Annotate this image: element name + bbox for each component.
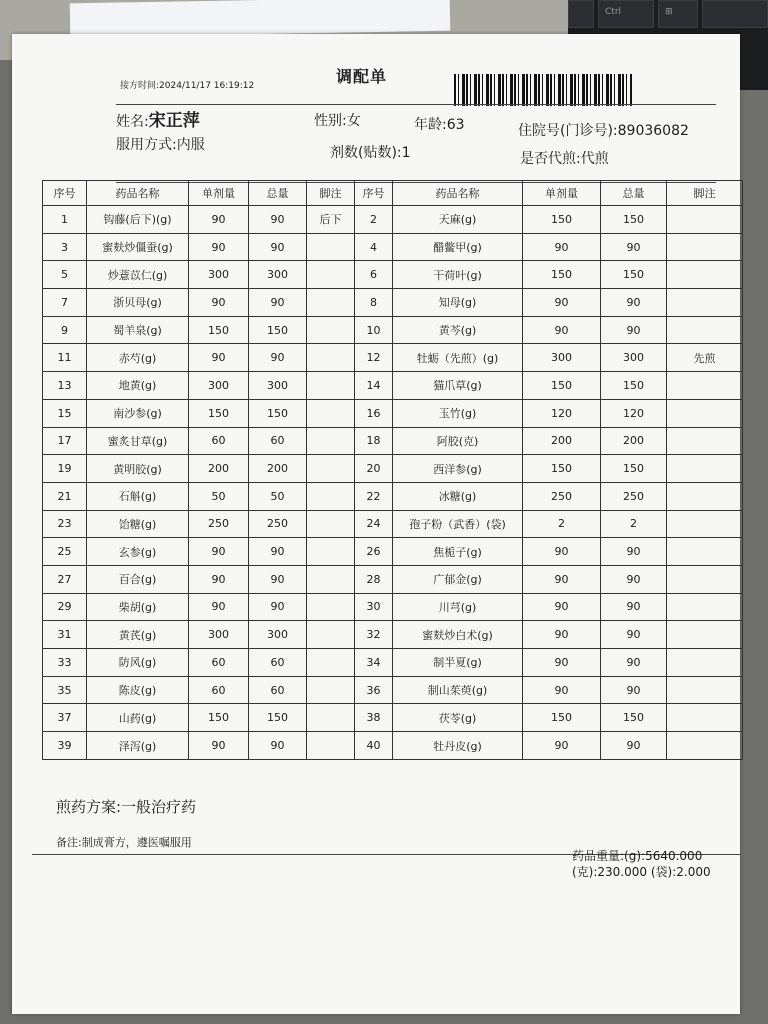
index-cell: 31 <box>43 621 87 649</box>
index-cell: 26 <box>355 538 393 566</box>
drug-name-cell: 饴糖(g) <box>87 510 189 538</box>
single-dose-cell: 60 <box>189 649 249 677</box>
total-amount-cell: 60 <box>249 649 307 677</box>
drug-name-cell: 知母(g) <box>393 289 523 317</box>
index-cell: 34 <box>355 649 393 677</box>
total-amount-cell: 90 <box>249 206 307 234</box>
index-cell: 36 <box>355 676 393 704</box>
index-cell: 3 <box>43 233 87 261</box>
index-cell: 20 <box>355 455 393 483</box>
footnote-cell <box>307 732 355 760</box>
single-dose-cell: 90 <box>189 344 249 372</box>
single-dose-cell: 90 <box>523 593 601 621</box>
index-cell: 27 <box>43 565 87 593</box>
col-header: 脚注 <box>667 181 743 206</box>
total-amount-cell: 250 <box>601 482 667 510</box>
footnote-cell <box>307 704 355 732</box>
single-dose-cell: 90 <box>523 732 601 760</box>
single-dose-cell: 200 <box>523 427 601 455</box>
table-row <box>43 206 743 234</box>
footnote-cell <box>667 510 743 538</box>
footnote-cell <box>307 510 355 538</box>
single-dose-cell: 250 <box>523 482 601 510</box>
total-amount-cell: 90 <box>601 649 667 677</box>
index-cell: 15 <box>43 399 87 427</box>
footnote-cell <box>667 704 743 732</box>
total-amount-cell: 300 <box>249 621 307 649</box>
index-cell: 29 <box>43 593 87 621</box>
table-header-row <box>43 181 743 206</box>
patient-name-label: 姓名: <box>116 114 149 130</box>
single-dose-cell: 150 <box>189 316 249 344</box>
footnote-cell <box>307 344 355 372</box>
total-amount-cell: 90 <box>601 593 667 621</box>
footnote-cell <box>307 676 355 704</box>
col-header: 脚注 <box>307 181 355 206</box>
table-row <box>43 732 743 760</box>
single-dose-cell: 60 <box>189 427 249 455</box>
single-dose-cell: 90 <box>523 621 601 649</box>
footnote-cell <box>667 206 743 234</box>
prescription-sheet <box>12 34 740 1014</box>
single-dose-cell: 90 <box>189 233 249 261</box>
footnote-cell <box>307 649 355 677</box>
drug-name-cell: 黄芩(g) <box>393 316 523 344</box>
barcode <box>454 74 632 106</box>
drug-name-cell: 百合(g) <box>87 565 189 593</box>
footnote-cell <box>667 565 743 593</box>
index-cell: 13 <box>43 372 87 400</box>
index-cell: 10 <box>355 316 393 344</box>
footnote-cell <box>307 593 355 621</box>
footnote-cell <box>307 455 355 483</box>
footnote-cell <box>307 316 355 344</box>
total-amount-cell: 90 <box>601 289 667 317</box>
index-cell: 39 <box>43 732 87 760</box>
single-dose-cell: 300 <box>189 261 249 289</box>
dose-count: 剂数(贴数):1 <box>330 145 411 161</box>
total-amount-cell: 90 <box>601 233 667 261</box>
total-amount-cell: 60 <box>249 427 307 455</box>
hospital-number: 住院号(门诊号):89036082 <box>518 123 689 139</box>
total-amount-cell: 200 <box>249 455 307 483</box>
drug-name-cell: 玉竹(g) <box>393 399 523 427</box>
index-cell: 9 <box>43 316 87 344</box>
single-dose-cell: 90 <box>523 538 601 566</box>
index-cell: 24 <box>355 510 393 538</box>
index-cell: 28 <box>355 565 393 593</box>
total-amount-cell: 60 <box>249 676 307 704</box>
col-header: 单剂量 <box>189 181 249 206</box>
col-header: 总量 <box>601 181 667 206</box>
patient-gender: 性别:女 <box>314 113 361 129</box>
drug-name-cell: 钩藤(后下)(g) <box>87 206 189 234</box>
drug-name-cell: 冰糖(g) <box>393 482 523 510</box>
table-row <box>43 455 743 483</box>
index-cell: 12 <box>355 344 393 372</box>
total-amount-cell: 90 <box>601 538 667 566</box>
drug-name-cell: 西洋参(g) <box>393 455 523 483</box>
drug-name-cell: 广郁金(g) <box>393 565 523 593</box>
footnote-cell: 先煎 <box>667 344 743 372</box>
footnote-cell <box>667 427 743 455</box>
single-dose-cell: 150 <box>523 261 601 289</box>
total-amount-cell: 90 <box>249 538 307 566</box>
total-amount-cell: 90 <box>601 565 667 593</box>
drug-name-cell: 南沙参(g) <box>87 399 189 427</box>
footnote-cell <box>667 538 743 566</box>
col-header: 序号 <box>43 181 87 206</box>
drug-name-cell: 天麻(g) <box>393 206 523 234</box>
index-cell: 4 <box>355 233 393 261</box>
index-cell: 6 <box>355 261 393 289</box>
table-row <box>43 593 743 621</box>
index-cell: 7 <box>43 289 87 317</box>
patient-name-value: 宋正萍 <box>148 111 200 131</box>
footnote-cell <box>667 455 743 483</box>
single-dose-cell: 150 <box>189 704 249 732</box>
index-cell: 38 <box>355 704 393 732</box>
single-dose-cell: 90 <box>189 206 249 234</box>
index-cell: 25 <box>43 538 87 566</box>
footnote-cell <box>307 538 355 566</box>
col-header: 药品名称 <box>87 181 189 206</box>
index-cell: 21 <box>43 482 87 510</box>
drug-name-cell: 防风(g) <box>87 649 189 677</box>
index-cell: 32 <box>355 621 393 649</box>
index-cell: 33 <box>43 649 87 677</box>
single-dose-cell: 150 <box>523 455 601 483</box>
total-amount-cell: 300 <box>601 344 667 372</box>
total-amount-cell: 200 <box>601 427 667 455</box>
single-dose-cell: 90 <box>523 316 601 344</box>
index-cell: 23 <box>43 510 87 538</box>
footnote-cell <box>667 676 743 704</box>
footnote-cell <box>307 621 355 649</box>
header-divider <box>116 104 716 105</box>
single-dose-cell: 90 <box>189 538 249 566</box>
single-dose-cell: 90 <box>523 289 601 317</box>
drug-name-cell: 蜀羊泉(g) <box>87 316 189 344</box>
col-header: 序号 <box>355 181 393 206</box>
single-dose-cell: 90 <box>189 289 249 317</box>
drug-name-cell: 浙贝母(g) <box>87 289 189 317</box>
footnote-cell <box>307 427 355 455</box>
total-amount-cell: 150 <box>249 704 307 732</box>
table-row <box>43 704 743 732</box>
drug-name-cell: 蜜炙甘草(g) <box>87 427 189 455</box>
col-header: 单剂量 <box>523 181 601 206</box>
total-amount-cell: 90 <box>249 344 307 372</box>
footnote-cell <box>667 399 743 427</box>
index-cell: 8 <box>355 289 393 317</box>
footnote-cell <box>667 372 743 400</box>
footnote-cell <box>667 316 743 344</box>
patient-age: 年龄:63 <box>414 117 465 133</box>
prescription-table <box>42 180 743 760</box>
medicine-weight: 药品重量:(g):5640.000 (克):230.000 (袋):2.000 <box>572 849 711 879</box>
single-dose-cell: 90 <box>523 649 601 677</box>
drug-name-cell: 制山茱萸(g) <box>393 676 523 704</box>
drug-name-cell: 山药(g) <box>87 704 189 732</box>
footnote-cell <box>307 261 355 289</box>
drug-name-cell: 干荷叶(g) <box>393 261 523 289</box>
col-header: 总量 <box>249 181 307 206</box>
index-cell: 16 <box>355 399 393 427</box>
drug-name-cell: 赤芍(g) <box>87 344 189 372</box>
drug-name-cell: 制半夏(g) <box>393 649 523 677</box>
patient-name <box>116 106 200 131</box>
total-amount-cell: 90 <box>249 289 307 317</box>
footnote-cell <box>307 482 355 510</box>
footnote-cell: 后下 <box>307 206 355 234</box>
index-cell: 18 <box>355 427 393 455</box>
single-dose-cell: 90 <box>523 676 601 704</box>
drug-name-cell: 柴胡(g) <box>87 593 189 621</box>
total-amount-cell: 90 <box>249 593 307 621</box>
total-amount-cell: 150 <box>601 206 667 234</box>
index-cell: 40 <box>355 732 393 760</box>
usage-method: 服用方式:内服 <box>116 137 205 153</box>
page-title: 调配单 <box>336 67 388 86</box>
drug-name-cell: 玄参(g) <box>87 538 189 566</box>
drug-name-cell: 陈皮(g) <box>87 676 189 704</box>
footnote-cell <box>307 399 355 427</box>
footnote-cell <box>667 482 743 510</box>
footnote-cell <box>667 261 743 289</box>
single-dose-cell: 250 <box>189 510 249 538</box>
decoction-option: 是否代煎:代煎 <box>520 151 609 167</box>
index-cell: 19 <box>43 455 87 483</box>
drug-name-cell: 石斛(g) <box>87 482 189 510</box>
drug-name-cell: 醋鳖甲(g) <box>393 233 523 261</box>
single-dose-cell: 200 <box>189 455 249 483</box>
single-dose-cell: 300 <box>189 621 249 649</box>
index-cell: 22 <box>355 482 393 510</box>
total-amount-cell: 90 <box>601 316 667 344</box>
table-row <box>43 372 743 400</box>
ctrl-key: Ctrl <box>598 0 654 28</box>
single-dose-cell: 150 <box>189 399 249 427</box>
receive-time-label: 接方时间: <box>120 81 160 91</box>
single-dose-cell: 150 <box>523 704 601 732</box>
footnote-cell <box>667 289 743 317</box>
drug-name-cell: 黄明胶(g) <box>87 455 189 483</box>
single-dose-cell: 90 <box>189 565 249 593</box>
drug-name-cell: 川芎(g) <box>393 593 523 621</box>
remarks: 备注:制成膏方，遵医嘱服用 <box>56 836 192 849</box>
total-amount-cell: 120 <box>601 399 667 427</box>
total-amount-cell: 90 <box>249 233 307 261</box>
drug-name-cell: 牡蛎（先煎）(g) <box>393 344 523 372</box>
total-amount-cell: 90 <box>249 565 307 593</box>
single-dose-cell: 150 <box>523 206 601 234</box>
single-dose-cell: 60 <box>189 676 249 704</box>
footnote-cell <box>307 233 355 261</box>
total-amount-cell: 90 <box>601 732 667 760</box>
table-row <box>43 233 743 261</box>
total-amount-cell: 50 <box>249 482 307 510</box>
footnote-cell <box>667 233 743 261</box>
footnote-cell <box>307 565 355 593</box>
index-cell: 2 <box>355 206 393 234</box>
table-row <box>43 621 743 649</box>
footnote-cell <box>667 732 743 760</box>
index-cell: 1 <box>43 206 87 234</box>
drug-name-cell: 蜜麸炒白术(g) <box>393 621 523 649</box>
single-dose-cell: 300 <box>189 372 249 400</box>
single-dose-cell: 120 <box>523 399 601 427</box>
total-amount-cell: 150 <box>601 372 667 400</box>
keyboard-key <box>702 0 768 28</box>
drug-name-cell: 茯苓(g) <box>393 704 523 732</box>
index-cell: 5 <box>43 261 87 289</box>
single-dose-cell: 90 <box>189 732 249 760</box>
drug-name-cell: 蜜麸炒僵蚕(g) <box>87 233 189 261</box>
single-dose-cell: 90 <box>189 593 249 621</box>
keyboard-key <box>568 0 594 28</box>
drug-name-cell: 阿胶(克) <box>393 427 523 455</box>
col-header: 药品名称 <box>393 181 523 206</box>
drug-name-cell: 泽泻(g) <box>87 732 189 760</box>
drug-name-cell: 黄芪(g) <box>87 621 189 649</box>
single-dose-cell: 90 <box>523 565 601 593</box>
index-cell: 14 <box>355 372 393 400</box>
total-amount-cell: 90 <box>249 732 307 760</box>
total-amount-cell: 250 <box>249 510 307 538</box>
index-cell: 17 <box>43 427 87 455</box>
total-amount-cell: 150 <box>249 316 307 344</box>
footnote-cell <box>667 621 743 649</box>
total-amount-cell: 90 <box>601 621 667 649</box>
table-row <box>43 316 743 344</box>
footnote-cell <box>307 289 355 317</box>
single-dose-cell: 2 <box>523 510 601 538</box>
single-dose-cell: 150 <box>523 372 601 400</box>
table-row <box>43 399 743 427</box>
index-cell: 11 <box>43 344 87 372</box>
total-amount-cell: 150 <box>601 704 667 732</box>
drug-name-cell: 猫爪草(g) <box>393 372 523 400</box>
drug-name-cell: 牡丹皮(g) <box>393 732 523 760</box>
total-amount-cell: 300 <box>249 372 307 400</box>
single-dose-cell: 300 <box>523 344 601 372</box>
drug-name-cell: 炒薏苡仁(g) <box>87 261 189 289</box>
table-row <box>43 565 743 593</box>
index-cell: 30 <box>355 593 393 621</box>
receive-time-value: 2024/11/17 16:19:12 <box>159 81 255 91</box>
table-row <box>43 427 743 455</box>
total-amount-cell: 150 <box>249 399 307 427</box>
footnote-cell <box>307 372 355 400</box>
footnote-cell <box>667 649 743 677</box>
index-cell: 35 <box>43 676 87 704</box>
total-amount-cell: 90 <box>601 676 667 704</box>
total-amount-cell: 2 <box>601 510 667 538</box>
single-dose-cell: 50 <box>189 482 249 510</box>
drug-name-cell: 焦栀子(g) <box>393 538 523 566</box>
table-row <box>43 676 743 704</box>
total-amount-cell: 150 <box>601 261 667 289</box>
total-amount-cell: 300 <box>249 261 307 289</box>
table-row <box>43 538 743 566</box>
footnote-cell <box>667 593 743 621</box>
drug-name-cell: 地黄(g) <box>87 372 189 400</box>
single-dose-cell: 90 <box>523 233 601 261</box>
drug-name-cell: 孢子粉（武香）(袋) <box>393 510 523 538</box>
table-row <box>43 344 743 372</box>
table-row <box>43 289 743 317</box>
table-row <box>43 482 743 510</box>
index-cell: 37 <box>43 704 87 732</box>
table-body <box>43 206 743 760</box>
windows-key: ⊞ <box>658 0 698 28</box>
total-amount-cell: 150 <box>601 455 667 483</box>
table-row <box>43 510 743 538</box>
receive-time <box>120 78 254 91</box>
decoction-plan: 煎药方案:一般治疗药 <box>56 798 197 816</box>
table-row <box>43 261 743 289</box>
table-row <box>43 649 743 677</box>
